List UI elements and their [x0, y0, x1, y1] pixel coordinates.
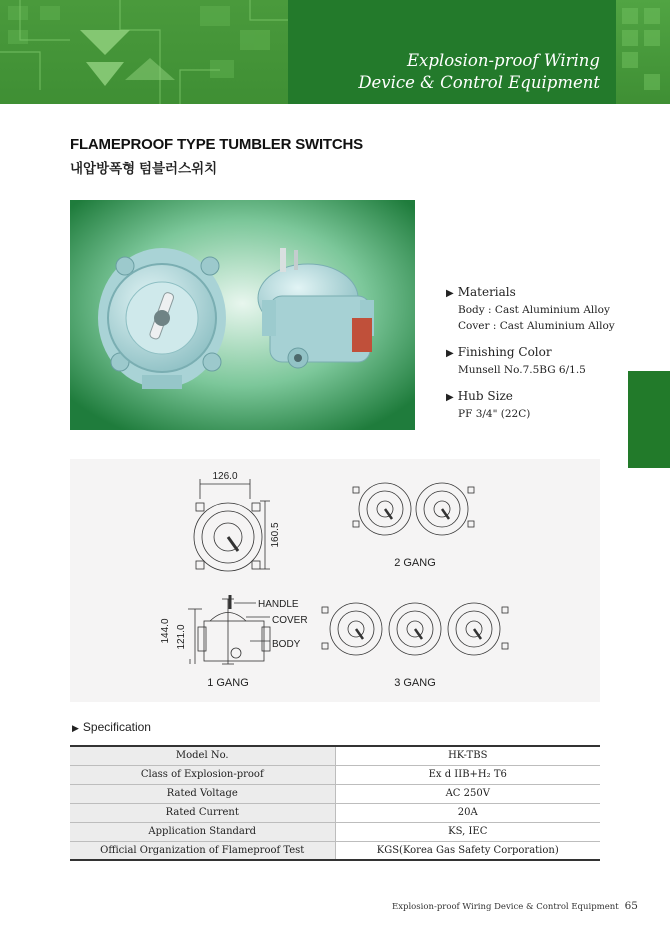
side-tab-marker [628, 371, 670, 468]
property-hub-size: ▶ Hub Size PF 3/4" (22C) [446, 389, 531, 420]
circuit-pattern-icon [0, 0, 288, 104]
front-view [194, 479, 270, 571]
header-banner [0, 0, 670, 104]
specification-table [70, 745, 600, 861]
banner-decoration-left [0, 0, 288, 104]
page-number: 65 [624, 900, 638, 912]
page-subtitle-korean: 내압방폭형 텀블러스위치 [70, 161, 218, 176]
property-finishing-color: ▶ Finishing Color Munsell No.7.5BG 6/1.5 [446, 345, 586, 376]
page-footer: Explosion-proof Wiring Device & Control Equipment 65 [392, 900, 638, 912]
switch-front-view [98, 248, 226, 389]
table-row: Application Standard KS, IEC [70, 822, 600, 841]
triangle-bullet-icon: ▶ [446, 348, 454, 359]
label-1-gang: 1 GANG [207, 677, 249, 689]
dim-width: 126.0 [212, 471, 238, 482]
label-2-gang: 2 GANG [394, 557, 436, 569]
banner-decoration-right [616, 0, 670, 104]
dim-overall: 144.0 [160, 618, 171, 644]
banner-title: Explosion-proof Wiring Device & Control Equipment [358, 51, 600, 92]
page-title: FLAMEPROOF TYPE TUMBLER SWITCHS [70, 136, 363, 153]
dim-body: 121.0 [176, 624, 187, 650]
table-row: Rated Current 20A [70, 803, 600, 822]
two-gang-view [353, 483, 474, 535]
table-row: Model No. HK-TBS [70, 746, 600, 765]
part-body-label: BODY [272, 639, 301, 650]
triangle-bullet-icon: ▶ [72, 723, 79, 733]
part-cover-label: COVER [272, 615, 308, 626]
part-handle-label: HANDLE [258, 599, 299, 610]
specification-heading: ▶ Specification [72, 720, 151, 734]
properties-list [446, 284, 615, 432]
three-gang-view [322, 603, 508, 655]
property-materials: ▶ Materials Body : Cast Aluminium Alloy Cover : Cast Aluminium Alloy [446, 285, 615, 332]
table-row: Official Organization of Flameproof Test KGS(Korea Gas Safety Corporation) [70, 841, 600, 860]
label-3-gang: 3 GANG [394, 677, 436, 689]
triangle-bullet-icon: ▶ [446, 392, 454, 403]
dim-height: 160.5 [270, 522, 281, 548]
tumbler-switch-photo-icon [70, 200, 415, 430]
table-row: Rated Voltage AC 250V [70, 784, 600, 803]
triangle-bullet-icon: ▶ [446, 288, 454, 299]
product-photo [70, 200, 415, 430]
table-row: Class of Explosion-proof Ex d IIB+H₂ T6 [70, 765, 600, 784]
dimension-drawing [70, 459, 600, 702]
